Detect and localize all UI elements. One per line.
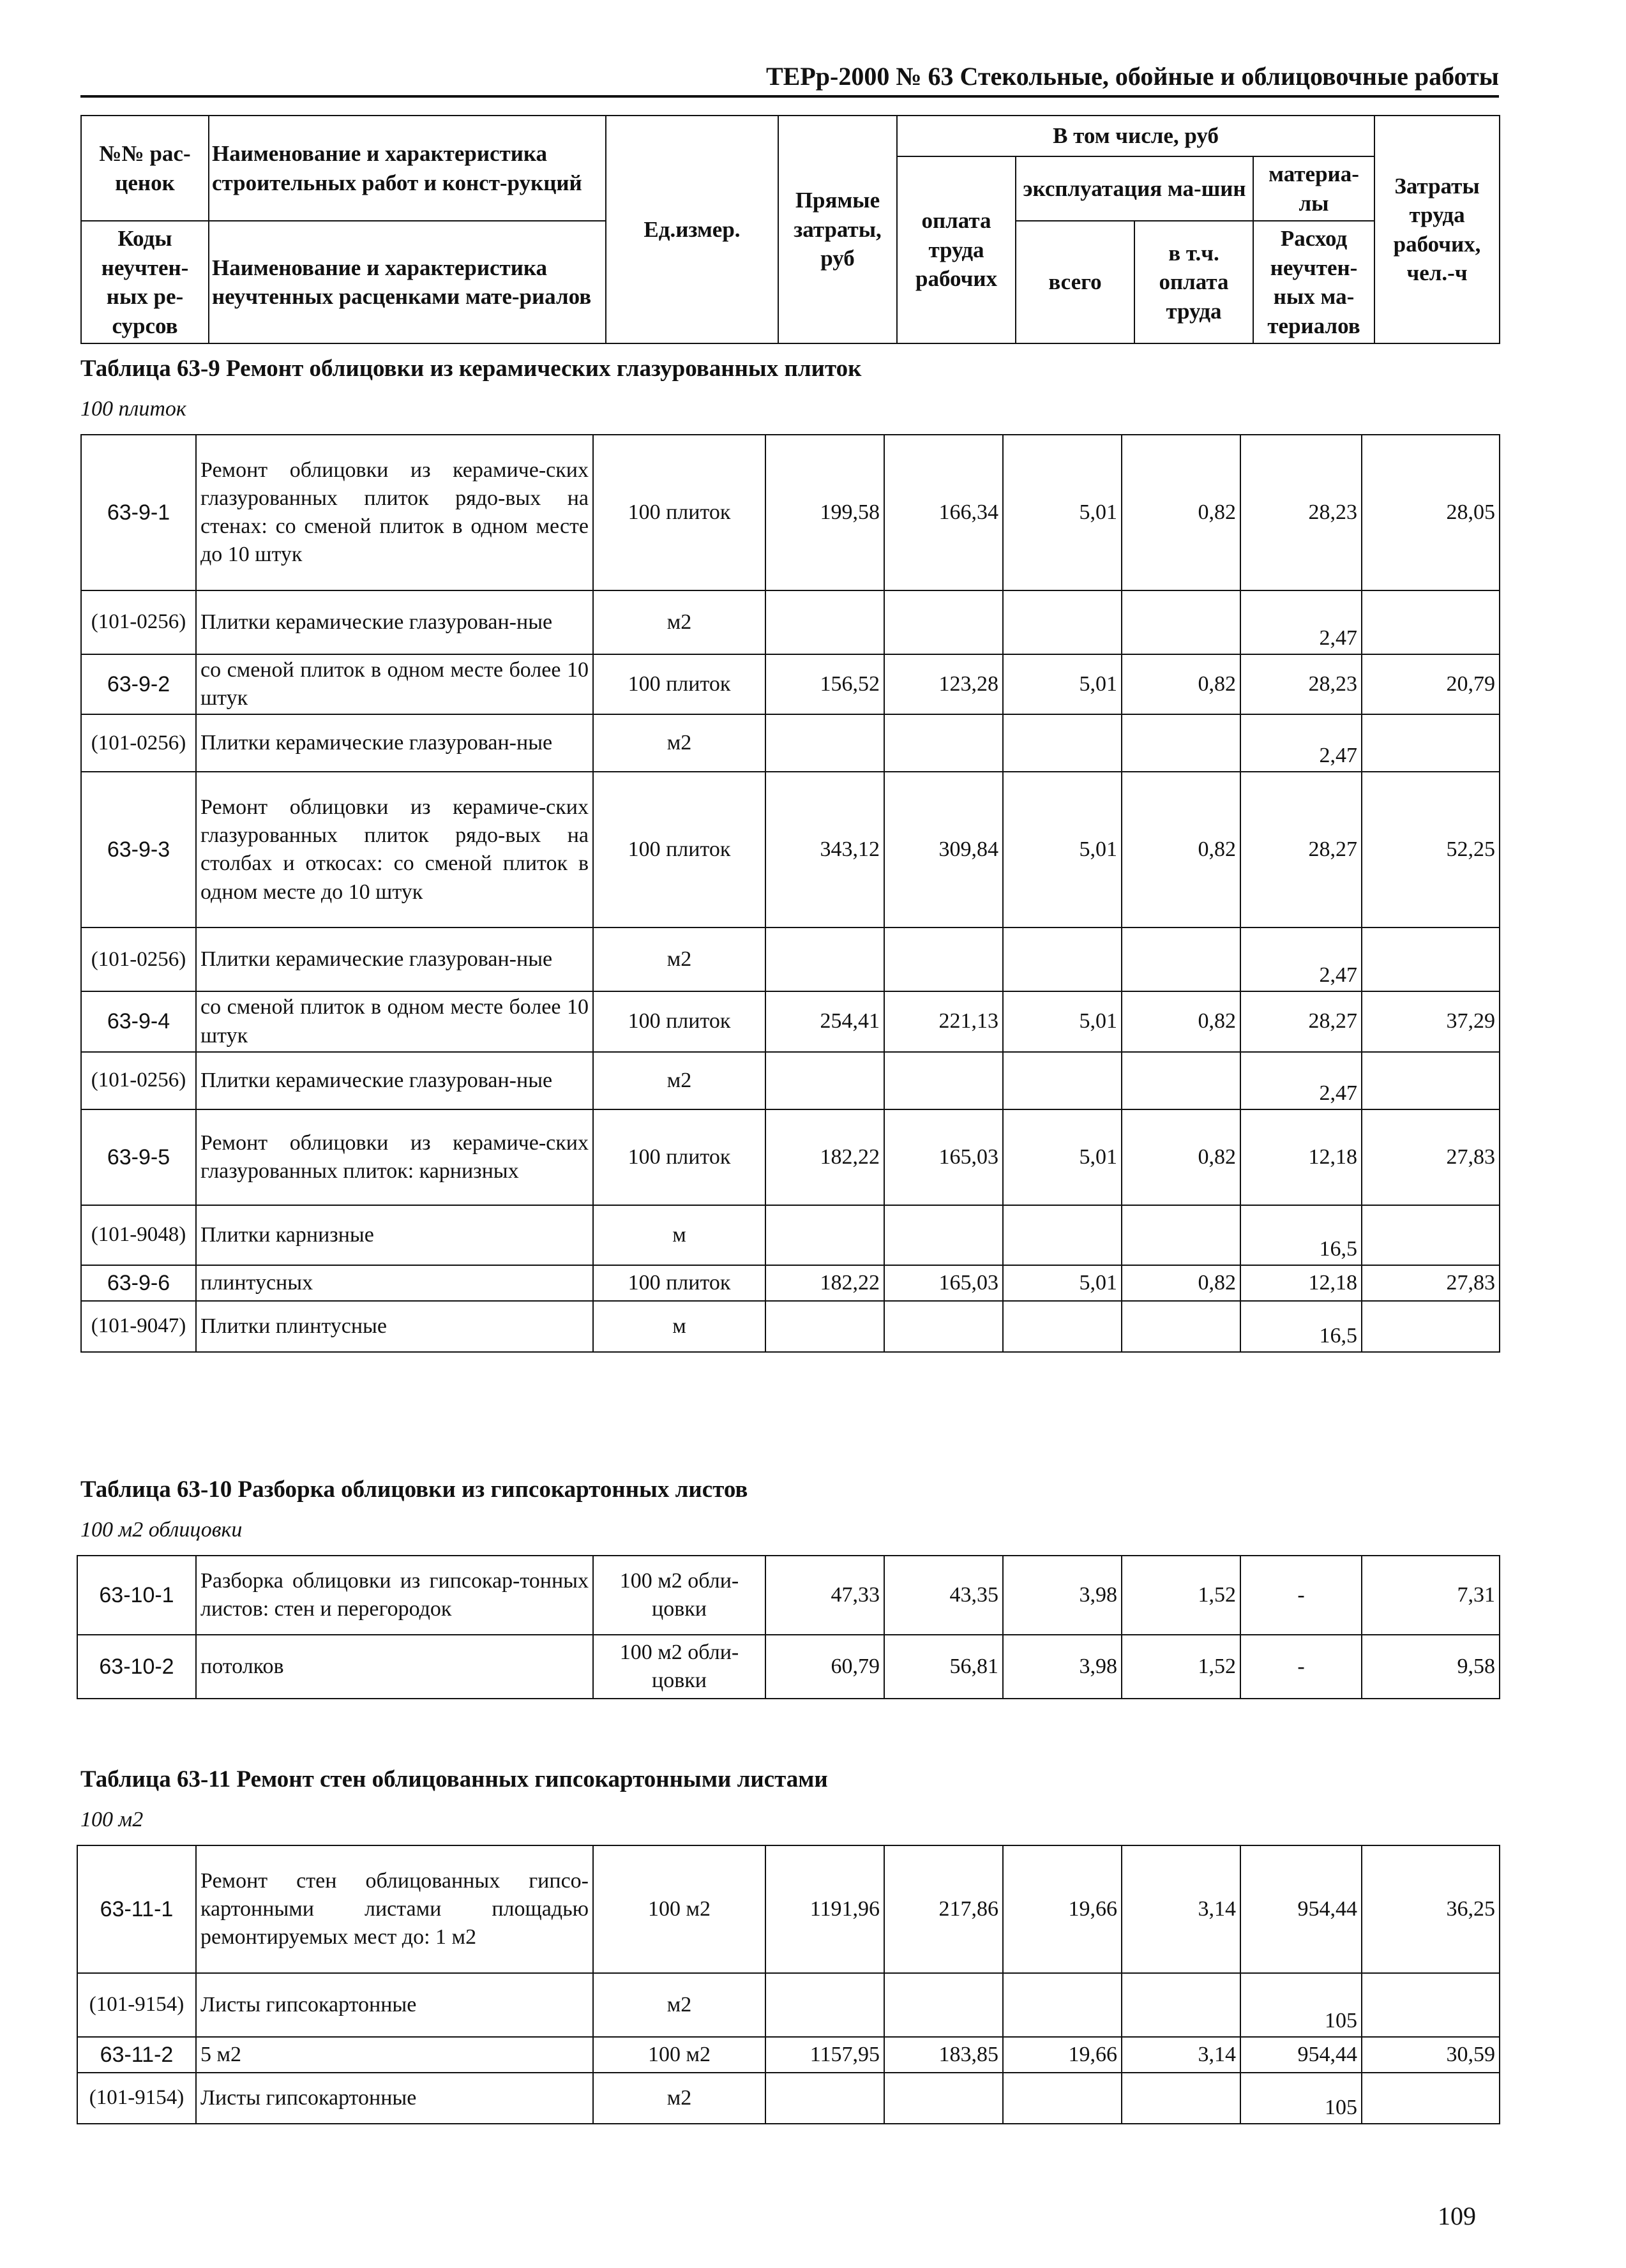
empty-cell xyxy=(1122,1973,1240,2037)
materials-cost: 954,44 xyxy=(1240,2037,1362,2073)
wages-cost: 166,34 xyxy=(884,435,1003,590)
empty-cell xyxy=(1122,2073,1240,2124)
wages-cost: 56,81 xyxy=(884,1635,1003,1699)
column-header-table xyxy=(80,115,1500,344)
material-unit: м2 xyxy=(593,1973,765,2037)
materials-cost: 954,44 xyxy=(1240,1845,1362,1973)
material-quantity: 2,47 xyxy=(1240,714,1362,772)
table-row xyxy=(81,772,1500,927)
machines-cost: 5,01 xyxy=(1003,1109,1122,1205)
wages-cost: 43,35 xyxy=(884,1556,1003,1635)
material-unit: м2 xyxy=(593,714,765,772)
labor-hours: 9,58 xyxy=(1362,1635,1500,1699)
labor-hours: 28,05 xyxy=(1362,435,1500,590)
rate-code: 63-9-2 xyxy=(81,654,196,714)
table3-unit: 100 м2 xyxy=(80,1808,144,1831)
rate-code: 63-9-1 xyxy=(81,435,196,590)
material-unit: м xyxy=(593,1205,765,1265)
direct-cost: 182,22 xyxy=(765,1109,884,1205)
material-row xyxy=(81,927,1500,991)
material-row xyxy=(77,2073,1500,2124)
col-unit-header: Ед.измер. xyxy=(606,116,778,343)
material-unit: м2 xyxy=(593,590,765,654)
material-quantity: 105 xyxy=(1240,1973,1362,2037)
labor-hours: 37,29 xyxy=(1362,991,1500,1051)
col-total-header: всего xyxy=(1016,221,1134,343)
material-unit: м2 xyxy=(593,1052,765,1109)
table-row xyxy=(77,1845,1500,1973)
table1-unit: 100 плиток xyxy=(80,397,186,421)
labor-hours: 7,31 xyxy=(1362,1556,1500,1635)
material-name: Листы гипсокартонные xyxy=(196,2073,593,2124)
empty-cell xyxy=(1362,1973,1500,2037)
materials-cost: 28,27 xyxy=(1240,991,1362,1051)
empty-cell xyxy=(1003,2073,1122,2124)
col-code-header: №№ рас-ценок xyxy=(81,116,209,221)
material-quantity: 105 xyxy=(1240,2073,1362,2124)
work-name: потолков xyxy=(196,1635,593,1699)
material-row xyxy=(81,714,1500,772)
empty-cell xyxy=(884,1205,1003,1265)
empty-cell xyxy=(884,1301,1003,1352)
labor-hours: 30,59 xyxy=(1362,2037,1500,2073)
work-name: 5 м2 xyxy=(196,2037,593,2073)
labor-hours: 27,83 xyxy=(1362,1109,1500,1205)
machine-wages-cost: 1,52 xyxy=(1122,1635,1240,1699)
empty-cell xyxy=(884,714,1003,772)
table-row xyxy=(77,1635,1500,1699)
empty-cell xyxy=(884,2073,1003,2124)
work-name: Ремонт облицовки из керамиче-ских глазурованных плиток рядо-вых на стенах: со сменой плиток в одном месте до 10 штук xyxy=(196,435,593,590)
materials-cost: - xyxy=(1240,1635,1362,1699)
rate-code: 63-9-6 xyxy=(81,1265,196,1301)
col-name2-header: Наименование и характеристика неучтенных расценками мате-риалов xyxy=(209,221,606,343)
wages-cost: 217,86 xyxy=(884,1845,1003,1973)
material-row xyxy=(81,590,1500,654)
empty-cell xyxy=(765,927,884,991)
direct-cost: 156,52 xyxy=(765,654,884,714)
table3-caption: Таблица 63-11 Ремонт стен облицованных гипсокартонными листами xyxy=(80,1766,828,1792)
material-name: Плитки карнизные xyxy=(196,1205,593,1265)
col-incl-header: В том числе, руб xyxy=(897,116,1374,156)
material-name: Плитки плинтусные xyxy=(196,1301,593,1352)
resource-code: (101-9154) xyxy=(77,2073,196,2124)
resource-code: (101-0256) xyxy=(81,590,196,654)
machine-wages-cost: 0,82 xyxy=(1122,772,1240,927)
labor-hours: 36,25 xyxy=(1362,1845,1500,1973)
wages-cost: 309,84 xyxy=(884,772,1003,927)
direct-cost: 182,22 xyxy=(765,1265,884,1301)
empty-cell xyxy=(765,1052,884,1109)
machines-cost: 19,66 xyxy=(1003,1845,1122,1973)
unit-cell: 100 м2 xyxy=(593,2037,765,2073)
empty-cell xyxy=(884,927,1003,991)
page-header: ТЕРр-2000 № 63 Стекольные, обойные и облицовочные работы xyxy=(80,61,1499,98)
rate-code: 63-10-2 xyxy=(77,1635,196,1699)
col-machines-header: эксплуатация ма-шин xyxy=(1016,156,1253,221)
table-row xyxy=(81,654,1500,714)
labor-hours: 20,79 xyxy=(1362,654,1500,714)
table-row xyxy=(81,1265,1500,1301)
material-name: Листы гипсокартонные xyxy=(196,1973,593,2037)
direct-cost: 343,12 xyxy=(765,772,884,927)
material-quantity: 2,47 xyxy=(1240,590,1362,654)
table1-caption: Таблица 63-9 Ремонт облицовки из керамических глазурованных плиток xyxy=(80,356,862,382)
rate-code: 63-10-1 xyxy=(77,1556,196,1635)
materials-cost: - xyxy=(1240,1556,1362,1635)
labor-hours: 27,83 xyxy=(1362,1265,1500,1301)
work-name: Ремонт стен облицованных гипсо-картонными листами площадью ремонтируемых мест до: 1 м2 xyxy=(196,1845,593,1973)
table-row xyxy=(81,991,1500,1051)
materials-cost: 12,18 xyxy=(1240,1109,1362,1205)
wages-cost: 165,03 xyxy=(884,1265,1003,1301)
material-name: Плитки керамические глазурован-ные xyxy=(196,590,593,654)
col-labor-header: Затраты труда рабочих, чел.-ч xyxy=(1374,116,1500,343)
machines-cost: 3,98 xyxy=(1003,1556,1122,1635)
rate-code: 63-9-5 xyxy=(81,1109,196,1205)
resource-code: (101-0256) xyxy=(81,714,196,772)
work-name: плинтусных xyxy=(196,1265,593,1301)
table-row xyxy=(77,1556,1500,1635)
material-quantity: 2,47 xyxy=(1240,1052,1362,1109)
wages-cost: 221,13 xyxy=(884,991,1003,1051)
col-materials-header: материа-лы xyxy=(1253,156,1374,221)
direct-cost: 1157,95 xyxy=(765,2037,884,2073)
empty-cell xyxy=(1003,1973,1122,2037)
materials-cost: 12,18 xyxy=(1240,1265,1362,1301)
direct-cost: 199,58 xyxy=(765,435,884,590)
table-row xyxy=(81,1109,1500,1205)
material-row xyxy=(81,1052,1500,1109)
material-row xyxy=(81,1301,1500,1352)
col-incl-wages-header: в т.ч. оплата труда xyxy=(1134,221,1253,343)
empty-cell xyxy=(884,1052,1003,1109)
direct-cost: 1191,96 xyxy=(765,1845,884,1973)
empty-cell xyxy=(1362,590,1500,654)
empty-cell xyxy=(1122,590,1240,654)
material-quantity: 2,47 xyxy=(1240,927,1362,991)
empty-cell xyxy=(765,1973,884,2037)
unit-cell: 100 плиток xyxy=(593,1265,765,1301)
unit-cell: 100 м2 xyxy=(593,1845,765,1973)
unit-cell: 100 м2 обли-цовки xyxy=(593,1556,765,1635)
empty-cell xyxy=(765,1205,884,1265)
work-name: Ремонт облицовки из керамиче-ских глазурованных плиток рядо-вых на столбах и откосах: со сменой плиток в одном месте до 10 штук xyxy=(196,772,593,927)
rate-code: 63-9-4 xyxy=(81,991,196,1051)
empty-cell xyxy=(765,590,884,654)
empty-cell xyxy=(1122,1205,1240,1265)
machines-cost: 5,01 xyxy=(1003,435,1122,590)
rate-code: 63-9-3 xyxy=(81,772,196,927)
wages-cost: 183,85 xyxy=(884,2037,1003,2073)
wages-cost: 165,03 xyxy=(884,1109,1003,1205)
unit-cell: 100 плиток xyxy=(593,654,765,714)
material-unit: м2 xyxy=(593,2073,765,2124)
resource-code: (101-9047) xyxy=(81,1301,196,1352)
material-quantity: 16,5 xyxy=(1240,1301,1362,1352)
empty-cell xyxy=(1122,927,1240,991)
direct-cost: 47,33 xyxy=(765,1556,884,1635)
empty-cell xyxy=(1003,1052,1122,1109)
col-wages-header: оплата труда рабочих xyxy=(897,156,1016,343)
empty-cell xyxy=(765,714,884,772)
empty-cell xyxy=(1003,590,1122,654)
empty-cell xyxy=(1003,927,1122,991)
material-unit: м xyxy=(593,1301,765,1352)
empty-cell xyxy=(1362,1052,1500,1109)
unit-cell: 100 плиток xyxy=(593,991,765,1051)
unit-cell: 100 плиток xyxy=(593,435,765,590)
unit-cell: 100 плиток xyxy=(593,772,765,927)
col-unaccounted-header: Расход неучтен-ных ма-териалов xyxy=(1253,221,1374,343)
empty-cell xyxy=(1122,714,1240,772)
empty-cell xyxy=(1362,1205,1500,1265)
table2-unit: 100 м2 облицовки xyxy=(80,1518,243,1542)
resource-code: (101-0256) xyxy=(81,927,196,991)
work-name: со сменой плиток в одном месте более 10 штук xyxy=(196,654,593,714)
resource-code: (101-9048) xyxy=(81,1205,196,1265)
empty-cell xyxy=(1003,714,1122,772)
machine-wages-cost: 0,82 xyxy=(1122,1265,1240,1301)
machine-wages-cost: 0,82 xyxy=(1122,991,1240,1051)
direct-cost: 60,79 xyxy=(765,1635,884,1699)
empty-cell xyxy=(1362,1301,1500,1352)
wages-cost: 123,28 xyxy=(884,654,1003,714)
material-quantity: 16,5 xyxy=(1240,1205,1362,1265)
work-name: Ремонт облицовки из керамиче-ских глазурованных плиток: карнизных xyxy=(196,1109,593,1205)
machines-cost: 5,01 xyxy=(1003,772,1122,927)
empty-cell xyxy=(765,2073,884,2124)
empty-cell xyxy=(1362,2073,1500,2124)
materials-cost: 28,23 xyxy=(1240,435,1362,590)
rate-code: 63-11-2 xyxy=(77,2037,196,2073)
col-code2-header: Коды неучтен-ных ре-сурсов xyxy=(81,221,209,343)
material-row xyxy=(77,1973,1500,2037)
machine-wages-cost: 0,82 xyxy=(1122,654,1240,714)
page-number: 109 xyxy=(1438,2202,1476,2230)
col-direct-header: Прямые затраты, руб xyxy=(778,116,897,343)
table-row xyxy=(77,2037,1500,2073)
machines-cost: 5,01 xyxy=(1003,1265,1122,1301)
rate-code: 63-11-1 xyxy=(77,1845,196,1973)
empty-cell xyxy=(1122,1052,1240,1109)
labor-hours: 52,25 xyxy=(1362,772,1500,927)
empty-cell xyxy=(1362,714,1500,772)
work-name: со сменой плиток в одном месте более 10 штук xyxy=(196,991,593,1051)
machines-cost: 19,66 xyxy=(1003,2037,1122,2073)
material-row xyxy=(81,1205,1500,1265)
machines-cost: 5,01 xyxy=(1003,654,1122,714)
resource-code: (101-9154) xyxy=(77,1973,196,2037)
machines-cost: 3,98 xyxy=(1003,1635,1122,1699)
table-63-10 xyxy=(77,1555,1500,1699)
table2-caption: Таблица 63-10 Разборка облицовки из гипсокартонных листов xyxy=(80,1476,748,1503)
empty-cell xyxy=(1122,1301,1240,1352)
work-name: Разборка облицовки из гипсокар-тонных листов: стен и перегородок xyxy=(196,1556,593,1635)
material-name: Плитки керамические глазурован-ные xyxy=(196,714,593,772)
col-name-header: Наименование и характеристика строительных работ и конст-рукций xyxy=(209,116,606,221)
table-row xyxy=(81,435,1500,590)
empty-cell xyxy=(1003,1205,1122,1265)
resource-code: (101-0256) xyxy=(81,1052,196,1109)
machine-wages-cost: 3,14 xyxy=(1122,1845,1240,1973)
empty-cell xyxy=(884,590,1003,654)
machine-wages-cost: 1,52 xyxy=(1122,1556,1240,1635)
materials-cost: 28,27 xyxy=(1240,772,1362,927)
empty-cell xyxy=(765,1301,884,1352)
machines-cost: 5,01 xyxy=(1003,991,1122,1051)
machine-wages-cost: 3,14 xyxy=(1122,2037,1240,2073)
direct-cost: 254,41 xyxy=(765,991,884,1051)
machine-wages-cost: 0,82 xyxy=(1122,1109,1240,1205)
materials-cost: 28,23 xyxy=(1240,654,1362,714)
material-unit: м2 xyxy=(593,927,765,991)
material-name: Плитки керамические глазурован-ные xyxy=(196,927,593,991)
table-63-11 xyxy=(77,1845,1500,2124)
table-63-9 xyxy=(80,434,1500,1353)
empty-cell xyxy=(1362,927,1500,991)
unit-cell: 100 плиток xyxy=(593,1109,765,1205)
empty-cell xyxy=(1003,1301,1122,1352)
unit-cell: 100 м2 обли-цовки xyxy=(593,1635,765,1699)
machine-wages-cost: 0,82 xyxy=(1122,435,1240,590)
material-name: Плитки керамические глазурован-ные xyxy=(196,1052,593,1109)
empty-cell xyxy=(884,1973,1003,2037)
